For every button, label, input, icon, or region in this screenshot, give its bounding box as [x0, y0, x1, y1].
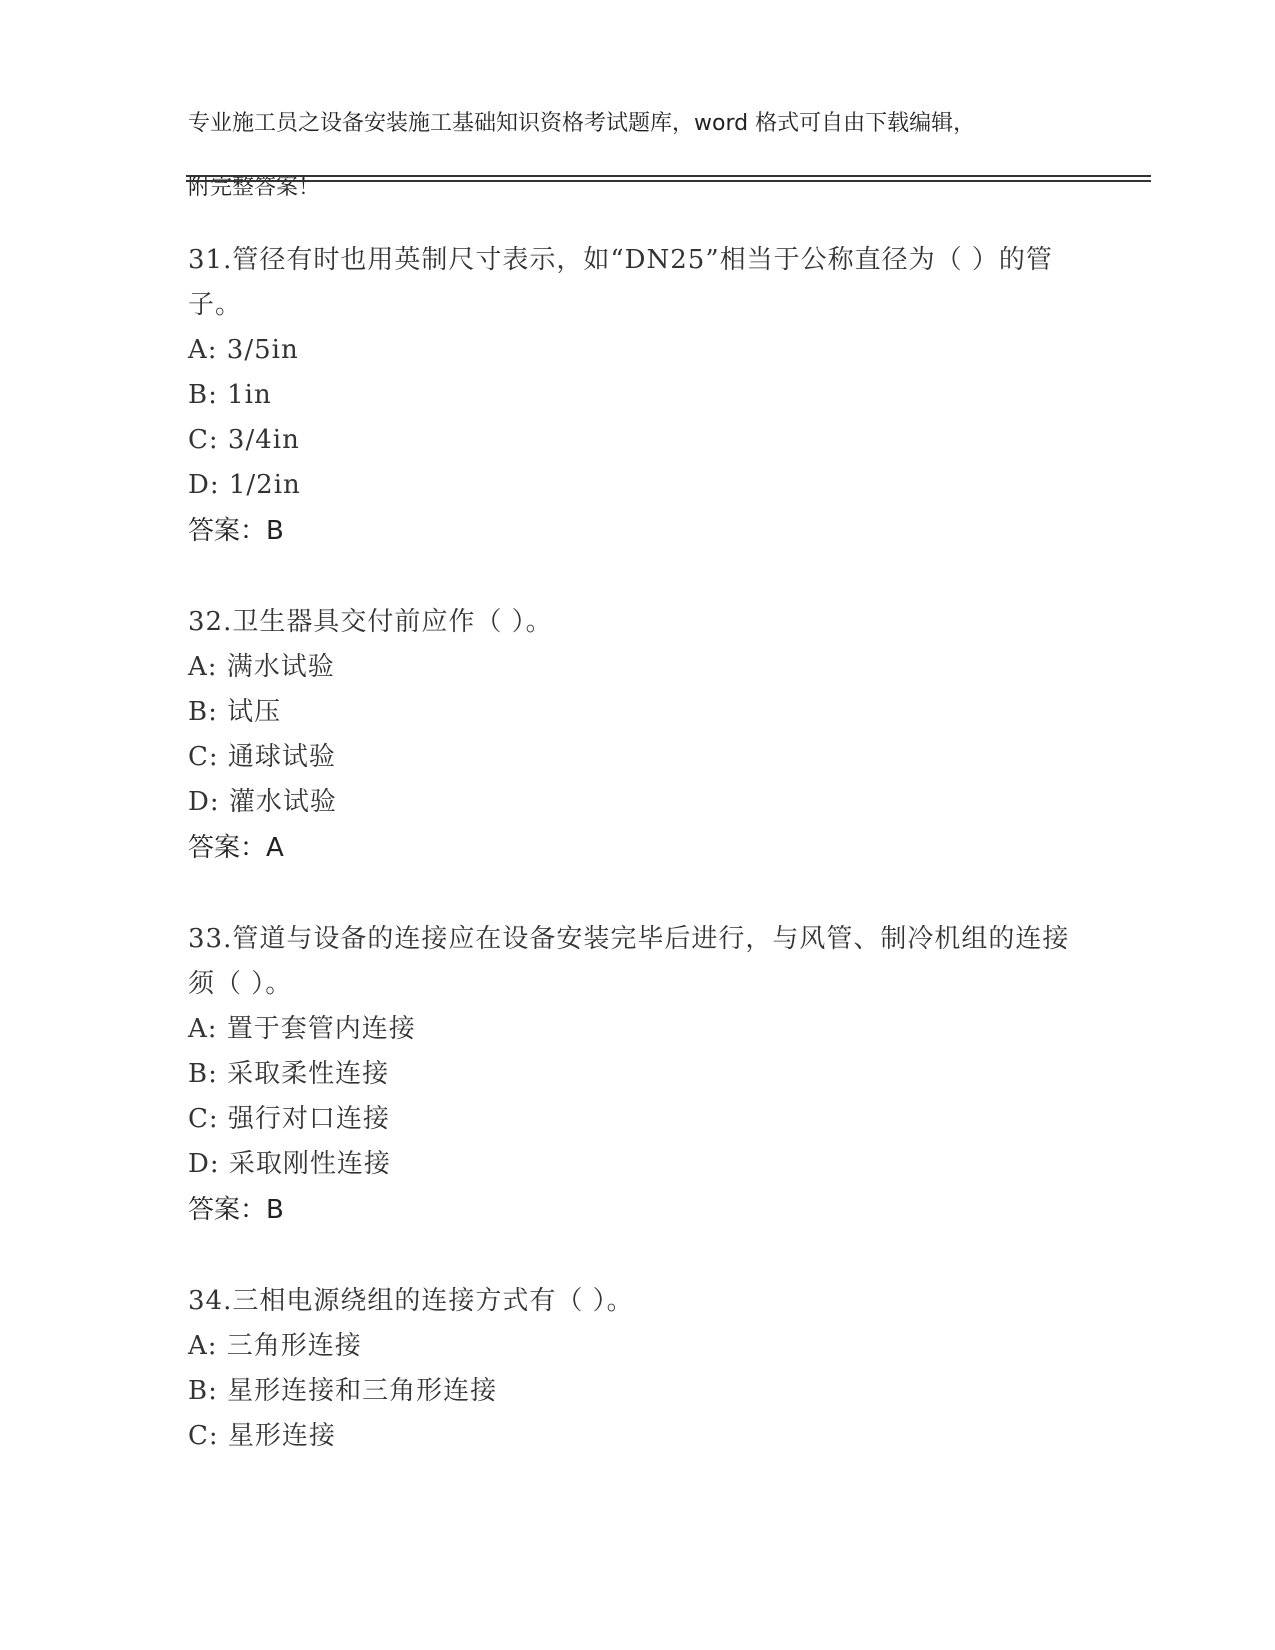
option-a: A: 3/5in	[188, 335, 299, 365]
question-list	[188, 238, 1088, 1505]
header-divider-bottom	[186, 180, 1151, 182]
question-32	[188, 600, 1088, 871]
answer: 答案：B	[188, 1195, 284, 1225]
option-d: D: 1/2in	[188, 470, 301, 500]
option-a: A: 三角形连接	[188, 1331, 362, 1361]
question-stem: 33.管道与设备的连接应在设备安装完毕后进行，与风管、制冷机组的连接须（ ）。	[188, 924, 1070, 999]
option-b: B: 星形连接和三角形连接	[188, 1376, 498, 1406]
option-d: D: 灌水试验	[188, 787, 337, 817]
option-c: C: 强行对口连接	[188, 1104, 390, 1134]
answer: 答案：B	[188, 516, 284, 546]
option-c: C: 通球试验	[188, 742, 336, 772]
option-c: C: 星形连接	[188, 1421, 336, 1451]
option-b: B: 试压	[188, 697, 282, 727]
question-stem: 34.三相电源绕组的连接方式有（ ）。	[188, 1286, 634, 1316]
option-d: D: 采取刚性连接	[188, 1149, 391, 1179]
document-header	[188, 76, 1088, 236]
option-b: B: 采取柔性连接	[188, 1059, 390, 1089]
question-33	[188, 917, 1088, 1233]
answer: 答案：A	[188, 833, 284, 863]
question-stem: 32.卫生器具交付前应作（ ）。	[188, 607, 553, 637]
question-34	[188, 1279, 1088, 1459]
header-line-2: 附完整答案！	[188, 175, 321, 200]
header-divider-top	[186, 175, 1151, 177]
option-a: A: 置于套管内连接	[188, 1014, 416, 1044]
question-stem: 31.管径有时也用英制尺寸表示，如“DN25”相当于公称直径为（ ）的管子。	[188, 245, 1053, 320]
option-a: A: 满水试验	[188, 652, 335, 682]
question-31	[188, 238, 1088, 554]
option-c: C: 3/4in	[188, 425, 300, 455]
option-b: B: 1in	[188, 380, 272, 410]
header-line-1: 专业施工员之设备安装施工基础知识资格考试题库，word 格式可自由下载编辑，	[188, 111, 976, 136]
